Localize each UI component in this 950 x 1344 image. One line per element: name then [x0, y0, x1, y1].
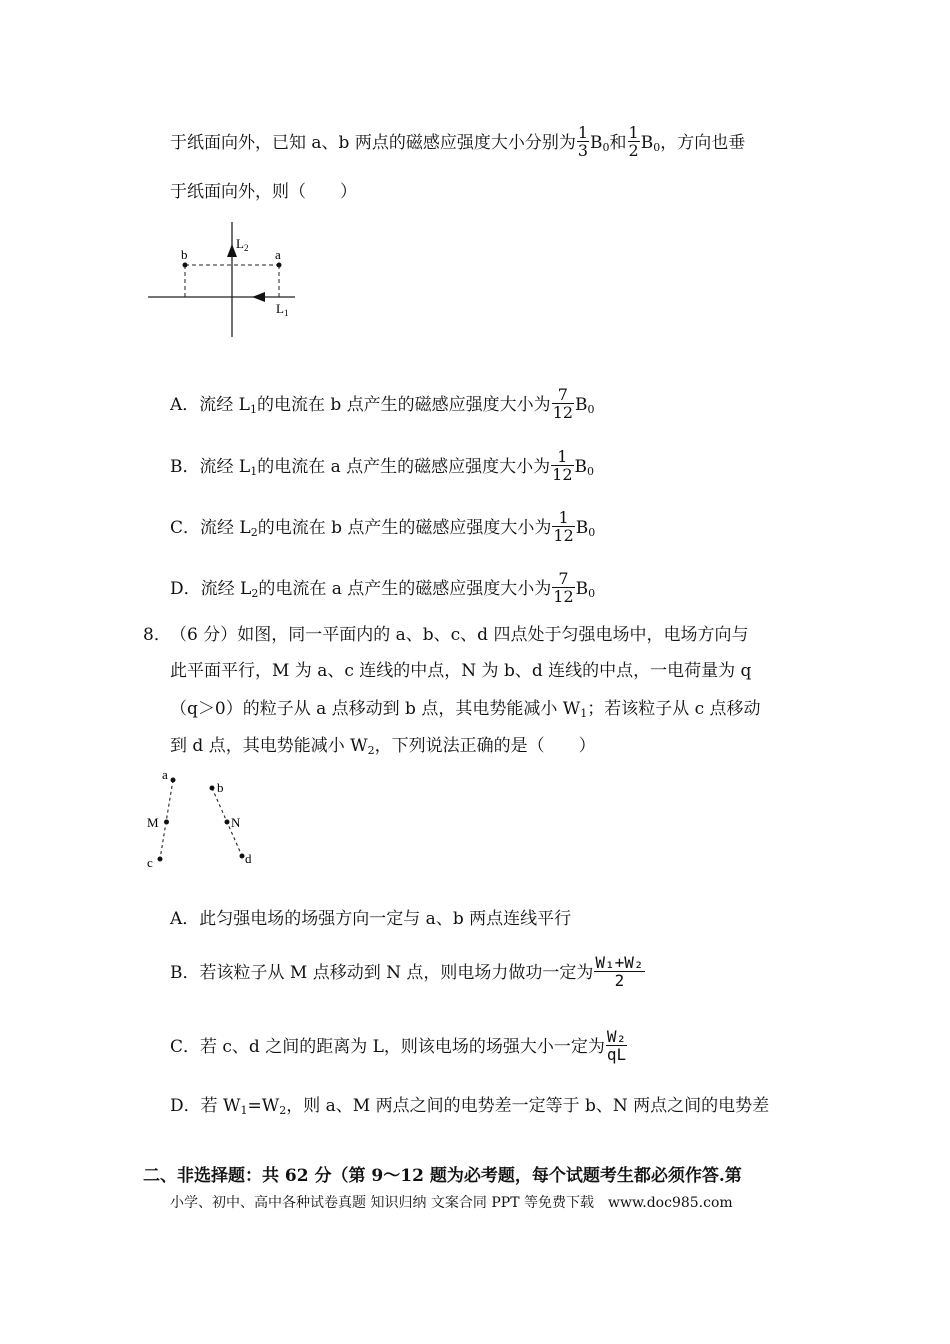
- fraction-w2-over-qL: $\frac{\text{W₂}}{qL}$: [606, 1027, 627, 1064]
- fig2-label-M: M: [147, 815, 159, 830]
- intro-line-2: 于纸面向外，则（ ）: [170, 182, 357, 202]
- q8-option-a: A．此匀强电场的场强方向一定与 a、b 两点连线平行: [170, 909, 572, 929]
- q8-line-4: 到 d 点，其电势能减小 W2，下列说法正确的是（ ）: [170, 736, 596, 757]
- fig1-label-b: b: [181, 247, 188, 262]
- q8-line-1: （6 分）如图，同一平面内的 a、b、c、d 四点处于匀强电场中，电场方向与: [170, 625, 749, 645]
- q7-option-a: A．流经 L1的电流在 b 点产生的磁感应强度大小为 $\frac{7}{12}$ B0: [170, 385, 595, 422]
- fraction-seven-twelfths: $\frac{7}{12}$: [552, 385, 574, 422]
- fraction-one-twelfth: $\frac{1}{12}$: [552, 447, 573, 484]
- fig2-label-b: b: [217, 780, 224, 795]
- fig2-label-d: d: [245, 851, 252, 866]
- fig1-label-a: a: [275, 247, 281, 262]
- fraction-one-half: $\frac{1}{2}$: [628, 123, 639, 160]
- q8-line-2: 此平面平行，M 为 a、c 连线的中点，N 为 b、d 连线的中点，一电荷量为 q: [170, 661, 752, 681]
- fig2-label-c: c: [147, 855, 153, 870]
- intro-line-1: 于纸面向外，已知 a、b 两点的磁感应强度大小分别为 $\frac{1}{3}$ B0和 $\frac{1}{2}$ B0，方向也垂: [170, 123, 746, 160]
- fraction-one-twelfth: $\frac{1}{12}$: [553, 508, 574, 545]
- fraction-w1-plus-w2-over-2: $\frac{\text{W₁+W₂}}{2}$: [595, 953, 644, 990]
- fig2-label-a: a: [162, 767, 168, 782]
- q8-option-b: B．若该粒子从 M 点移动到 N 点，则电场力做功一定为 $\frac{\text{W₁+W₂}}{2}$: [170, 953, 644, 990]
- fraction-seven-twelfths: $\frac{7}{12}$: [553, 569, 574, 606]
- q8-line-3: （q＞0）的粒子从 a 点移动到 b 点，其电势能减小 W1；若该粒子从 c 点移动: [170, 699, 761, 720]
- q7-option-c: C．流经 L2的电流在 b 点产生的磁感应强度大小为 $\frac{1}{12}$ B0: [170, 508, 596, 545]
- fraction-one-third: $\frac{1}{3}$: [577, 123, 589, 160]
- page-footer: 小学、初中、高中各种试卷真题 知识归纳 文案合同 PPT 等免费下载 www.doc985.com: [170, 1195, 733, 1211]
- figure-wires-diagram: [140, 212, 310, 342]
- q8-option-d: D．若 W1=W2，则 a、M 两点之间的电势差一定等于 b、N 两点之间的电势差: [170, 1096, 770, 1117]
- section-2-heading: 二、非选择题：共 62 分（第 9～12 题为必考题，每个试题考生都必须作答.第: [143, 1166, 742, 1186]
- figure-points-diagram: [140, 766, 270, 871]
- fig1-label-L2: $L_2$: [236, 236, 249, 253]
- q7-option-b: B．流经 L1的电流在 a 点产生的磁感应强度大小为 $\frac{1}{12}$ B0: [170, 447, 595, 484]
- q7-option-d: D．流经 L2的电流在 a 点产生的磁感应强度大小为 $\frac{7}{12}$ B0: [170, 569, 596, 606]
- q8-number: 8．: [143, 625, 171, 645]
- q8-option-c: C．若 c、d 之间的距离为 L，则该电场的场强大小一定为 $\frac{\text{W₂}}{qL}$: [170, 1027, 627, 1064]
- fig2-label-N: N: [231, 815, 241, 830]
- fig1-label-L1: $L_1$: [276, 301, 289, 318]
